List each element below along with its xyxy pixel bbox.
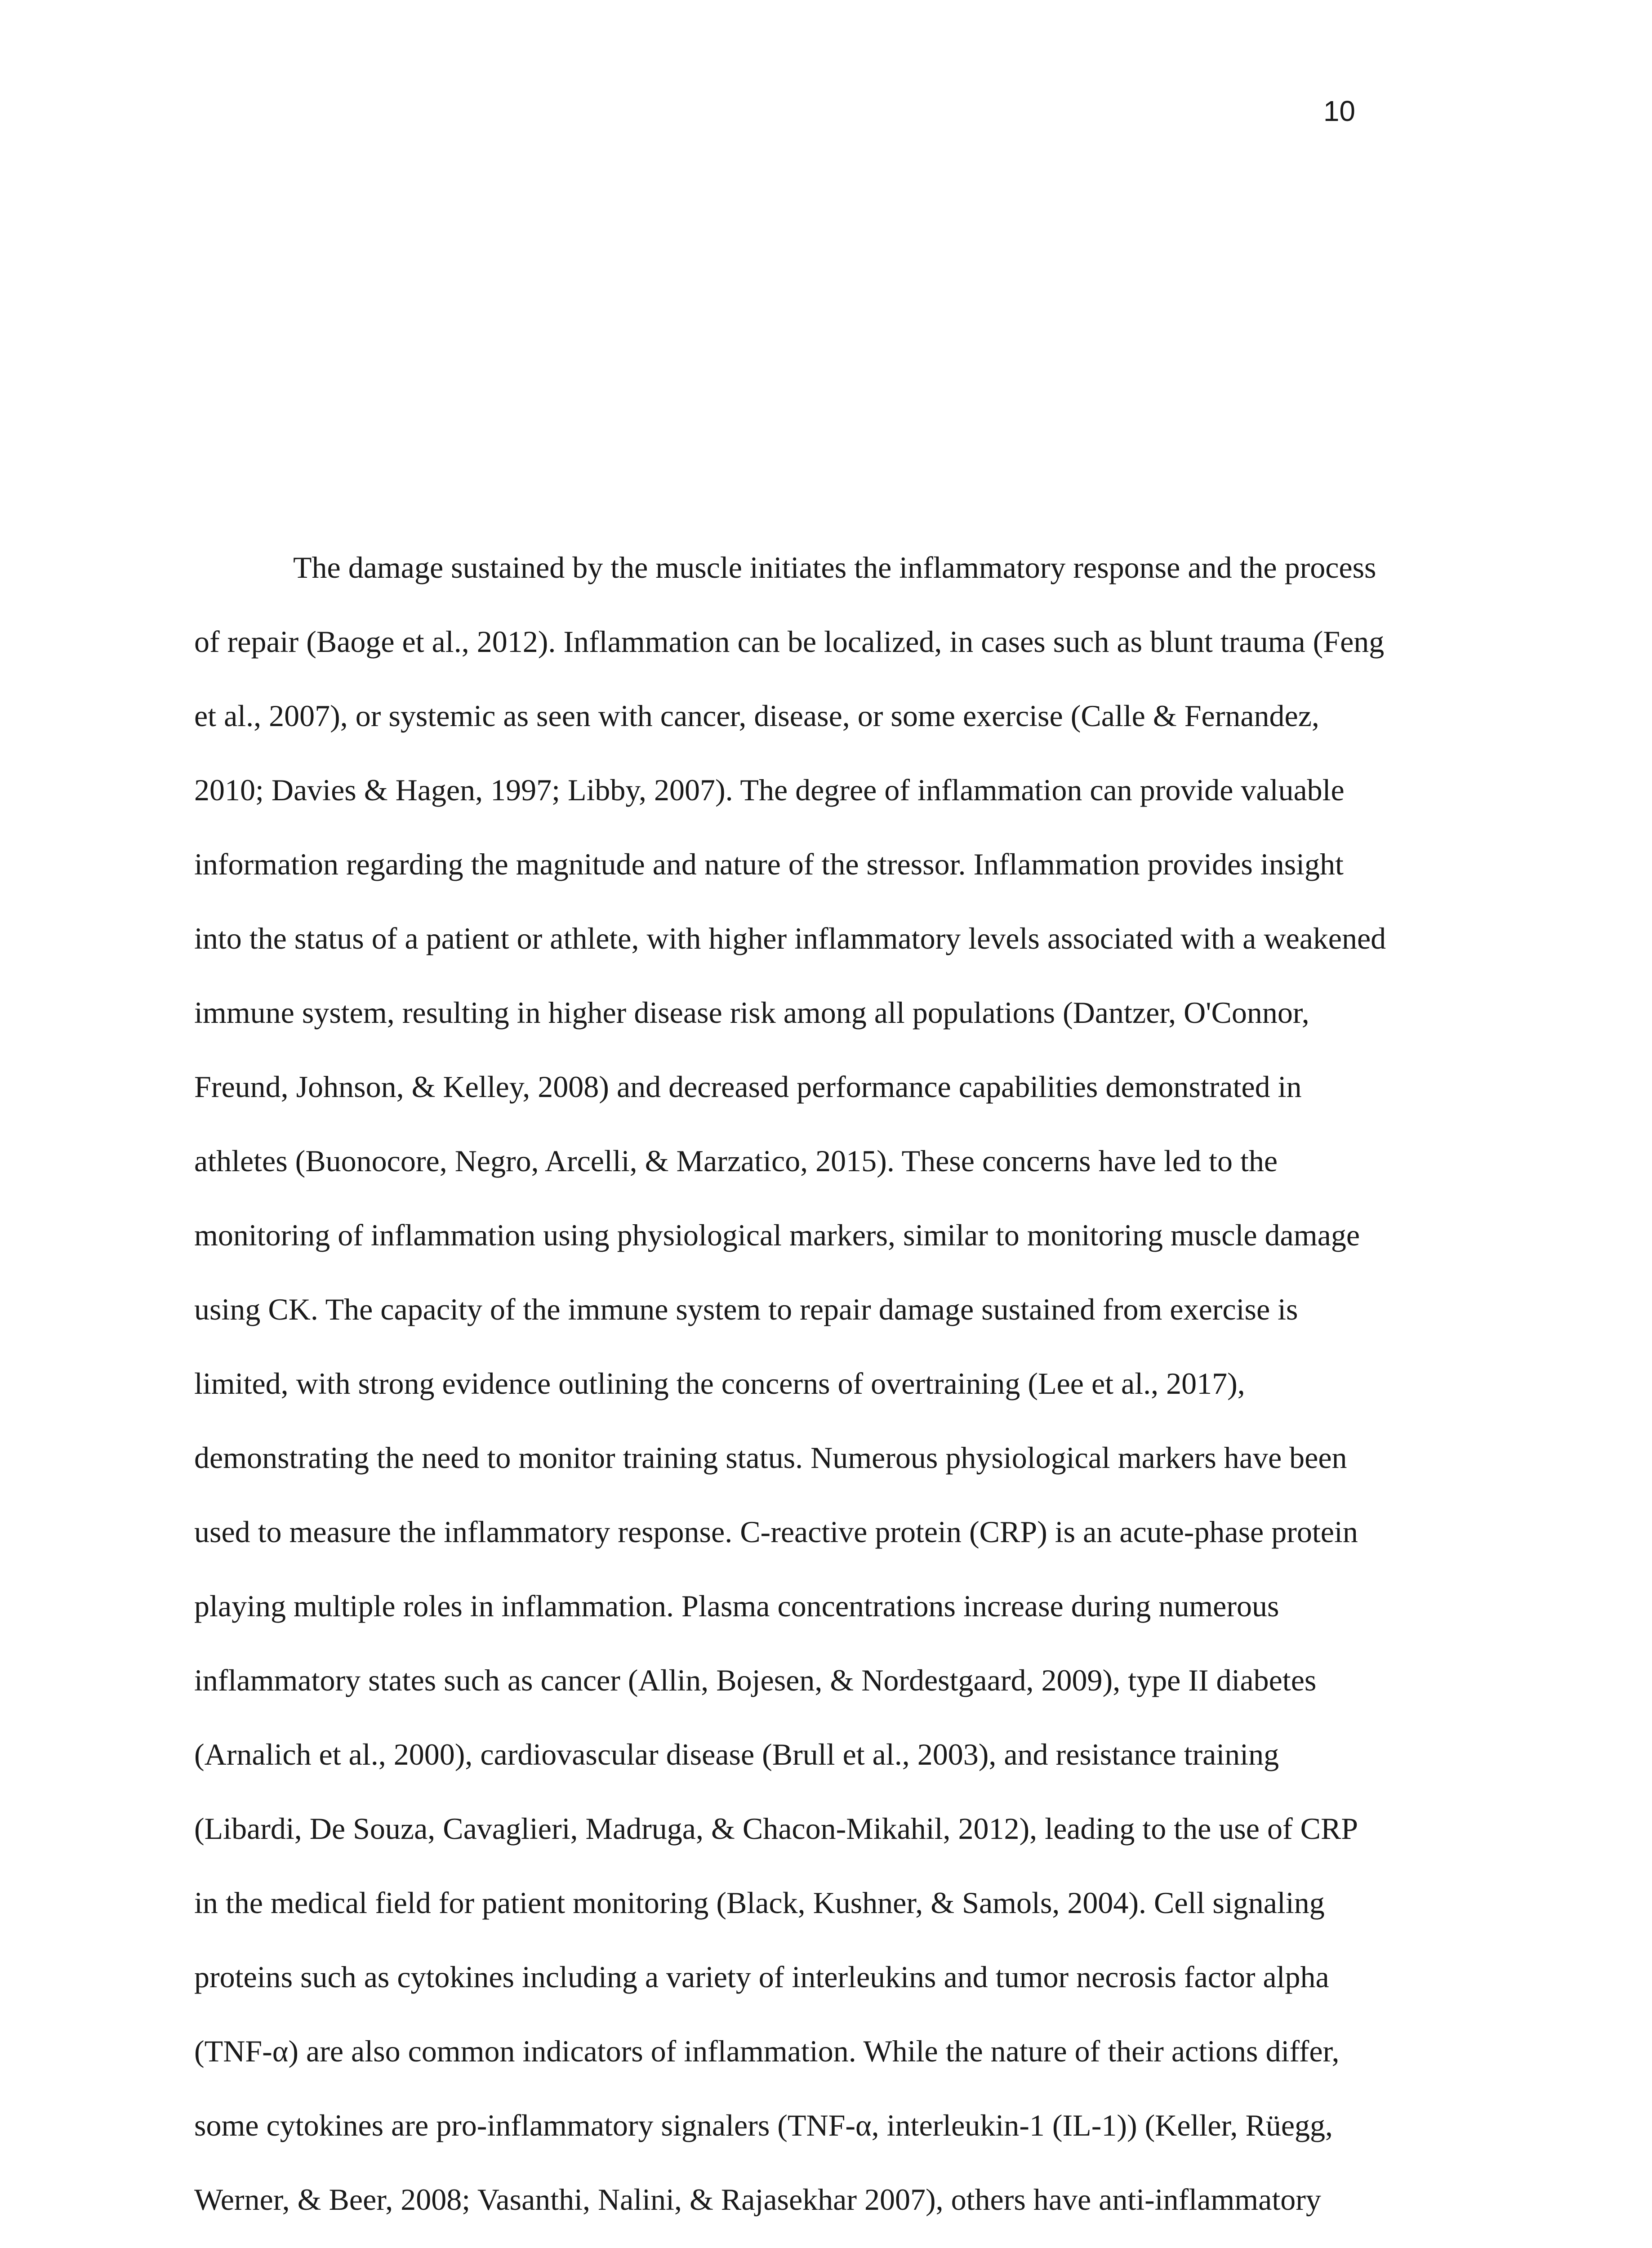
paragraph-line: demonstrating the need to monitor training status. Numerous physiological markers have been: [194, 1441, 1347, 1475]
paragraph-line: information regarding the magnitude and nature of the stressor. Inflammation provides insight: [194, 847, 1344, 881]
paragraph-line: monitoring of inflammation using physiological markers, similar to monitoring muscle damage: [194, 1218, 1360, 1252]
paragraph-line: (Arnalich et al., 2000), cardiovascular disease (Brull et al., 2003), and resistance training: [194, 1737, 1279, 1771]
paragraph-line: immune system, resulting in higher disease risk among all populations (Dantzer, O'Connor,: [194, 995, 1309, 1030]
paragraph-line: Freund, Johnson, & Kelley, 2008) and decreased performance capabilities demonstrated in: [194, 1070, 1302, 1104]
paragraph-line: playing multiple roles in inflammation. Plasma concentrations increase during numerous: [194, 1589, 1279, 1623]
paragraph-line: athletes (Buonocore, Negro, Arcelli, & Marzatico, 2015). These concerns have led to the: [194, 1144, 1278, 1178]
paragraph-line: of repair (Baoge et al., 2012). Inflammation can be localized, in cases such as blunt trauma (Feng: [194, 624, 1385, 659]
paragraph-line: some cytokines are pro-inflammatory signalers (TNF-α, interleukin-1 (IL-1)) (Keller, Rüegg,: [194, 2108, 1333, 2142]
paragraph-line: inflammatory states such as cancer (Allin, Bojesen, & Nordestgaard, 2009), type II diabetes: [194, 1663, 1317, 1697]
paragraph-line: in the medical field for patient monitoring (Black, Kushner, & Samols, 2004). Cell signaling: [194, 1886, 1325, 1920]
paragraph-line: (Libardi, De Souza, Cavaglieri, Madruga, & Chacon-Mikahil, 2012), leading to the use of CRP: [194, 1811, 1358, 1846]
paragraph-line: proteins such as cytokines including a variety of interleukins and tumor necrosis factor alpha: [194, 1960, 1329, 1994]
paragraph-line: into the status of a patient or athlete, with higher inflammatory levels associated with a weakened: [194, 921, 1386, 955]
paragraph-line: The damage sustained by the muscle initiates the inflammatory response and the process: [293, 550, 1376, 584]
paragraph-line: et al., 2007), or systemic as seen with cancer, disease, or some exercise (Calle & Fernandez,: [194, 699, 1319, 733]
paragraph-line: (TNF-α) are also common indicators of inflammation. While the nature of their actions differ,: [194, 2034, 1340, 2068]
paragraph-line: Werner, & Beer, 2008; Vasanthi, Nalini, & Rajasekhar 2007), others have anti-inflammatory: [194, 2182, 1321, 2217]
body-paragraph: [194, 549, 1386, 2248]
paragraph-line: 2010; Davies & Hagen, 1997; Libby, 2007). The degree of inflammation can provide valuable: [194, 773, 1345, 807]
paragraph-line: using CK. The capacity of the immune system to repair damage sustained from exercise is: [194, 1292, 1298, 1326]
paragraph-line: limited, with strong evidence outlining the concerns of overtraining (Lee et al., 2017),: [194, 1366, 1245, 1401]
page-number: 10: [1323, 95, 1355, 127]
paragraph-line: used to measure the inflammatory response. C-reactive protein (CRP) is an acute-phase protein: [194, 1515, 1358, 1549]
